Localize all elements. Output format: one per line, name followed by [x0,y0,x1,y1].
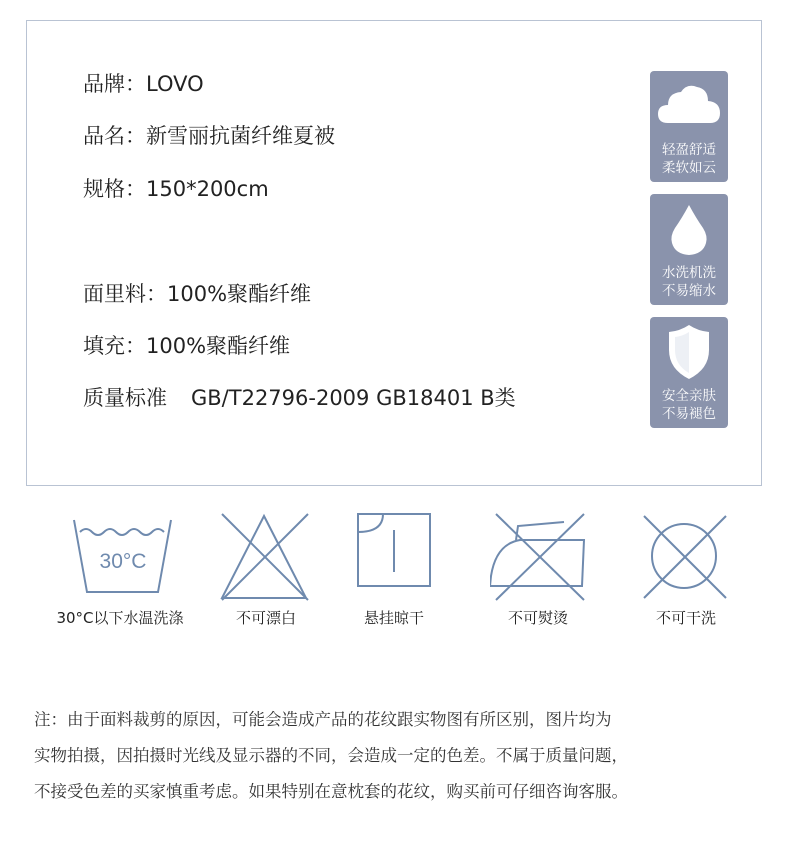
product-name-line: 品名：新雪丽抗菌纤维夏被 [83,124,335,148]
care-label-hang-dry: 悬挂晾干 [363,609,424,627]
hang-dry-icon [357,510,457,606]
standard-line [83,384,516,412]
standard-value: GB/T22796-2009 GB18401 B类 [191,386,516,410]
note-line-2: 实物拍摄，因拍摄时光线及显示器的不同，会造成一定的色差。不属于质量问题， [34,746,628,765]
fabric-line: 面里料：100%聚酯纤维 [83,282,312,306]
feature-text: 轻盈舒适 柔软如云 [662,142,716,176]
care-label-no-iron: 不可熨烫 [507,609,568,627]
water-drop-icon [650,194,728,264]
note-line-3: 不接受色差的买家慎重考虑。如果特别在意枕套的花纹，购买前可仔细咨询客服。 [34,782,628,801]
care-label-wash: 30°C以下水温洗涤 [56,609,184,627]
no-bleach-icon [220,510,320,606]
spec-panel [26,20,762,486]
no-iron-icon [490,510,590,606]
no-dry-clean-icon [640,510,740,606]
care-label-no-dry-clean: 不可干洗 [655,609,716,627]
wash-30c-icon [72,510,172,606]
feature-text: 安全亲肤 不易褪色 [662,388,716,422]
note-line-1: 注：由于面料裁剪的原因，可能会造成产品的花纹跟实物图有所区别，图片均为 [34,710,612,729]
feature-badge-safe [650,317,728,428]
standard-label: 质量标准 [83,386,167,410]
feature-badge-washable [650,194,728,305]
shield-icon [650,317,728,387]
brand-line: 品牌：LOVO [83,72,204,96]
feature-text: 水洗机洗 不易缩水 [662,265,716,299]
cloud-icon [650,71,728,141]
feature-badge-soft [650,71,728,182]
wash-temp-text: 30°C [99,550,147,573]
filling-line: 填充：100%聚酯纤维 [83,334,291,358]
care-label-no-bleach: 不可漂白 [235,609,296,627]
size-line: 规格：150*200cm [83,177,269,201]
